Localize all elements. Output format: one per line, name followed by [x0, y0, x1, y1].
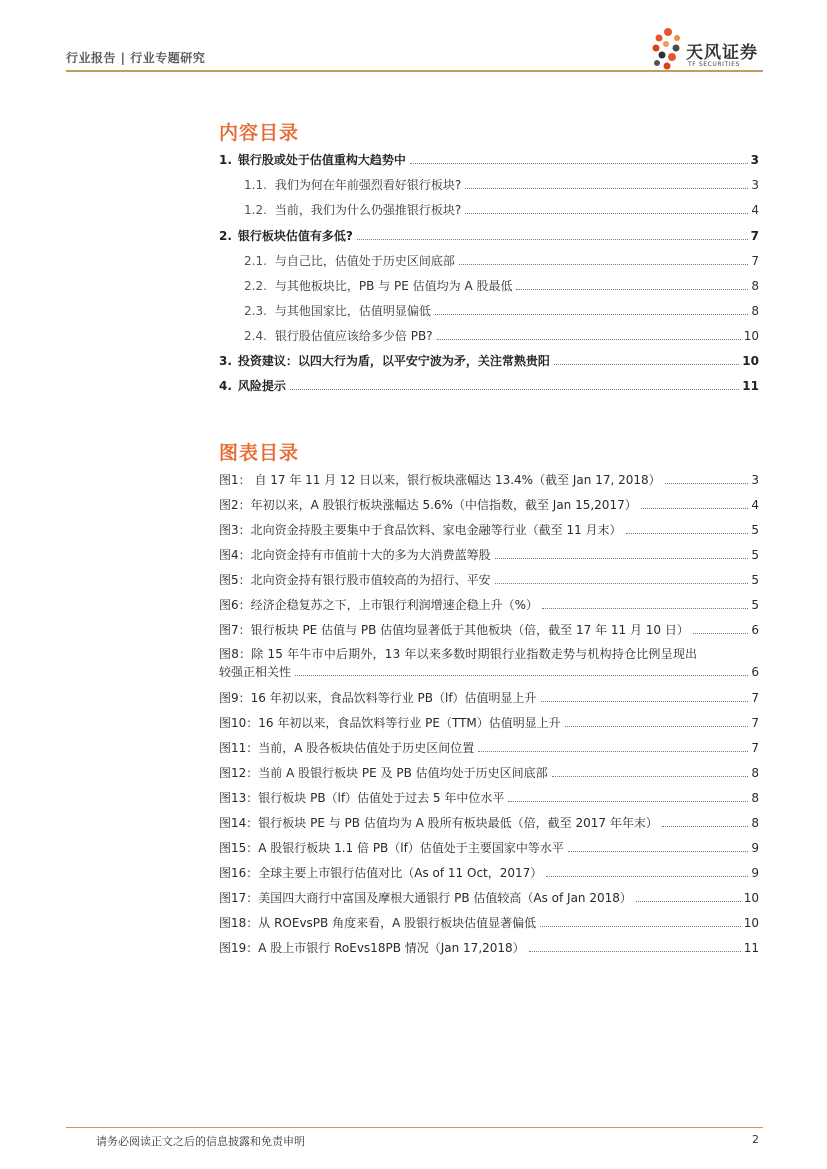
figures-title: 图表目录: [219, 442, 300, 464]
page-number: 2: [752, 1133, 759, 1146]
figure-entry[interactable]: [219, 620, 759, 638]
toc-label: 当前，我们为什么仍强推银行板块?: [274, 203, 462, 217]
toc-entry[interactable]: [219, 351, 759, 369]
toc-page: 7: [751, 254, 759, 268]
leader-dots: [290, 389, 739, 390]
leader-dots: [459, 264, 748, 265]
leader-dots: [295, 675, 748, 676]
toc-label: 银行板块估值有多低?: [237, 229, 353, 243]
toc-number: 2.2.: [244, 279, 267, 293]
leader-dots: [693, 633, 748, 634]
figure-entry[interactable]: [219, 838, 759, 856]
footer-disclaimer: 请务必阅读正文之后的信息披露和免责申明: [96, 1135, 305, 1148]
figure-page: 5: [751, 573, 759, 587]
leader-dots: [478, 751, 748, 752]
leader-dots: [435, 314, 748, 315]
leader-dots: [465, 188, 748, 189]
toc-number: 1.: [219, 153, 232, 167]
leader-dots: [665, 483, 749, 484]
toc-page: 10: [743, 329, 759, 343]
toc-page: 8: [751, 279, 759, 293]
figure-entry[interactable]: [219, 545, 759, 563]
company-logo: [650, 24, 770, 72]
figure-page: 11: [743, 941, 759, 955]
toc-label: 银行股估值应该给多少倍 PB?: [274, 329, 433, 343]
toc-entry[interactable]: [244, 175, 759, 193]
figure-label: 图11：当前，A 股各板块估值处于历史区间位置: [219, 741, 475, 755]
figure-page: 9: [751, 866, 759, 880]
figure-entry[interactable]: [219, 713, 759, 731]
figure-label: 图9：16 年初以来，食品饮料等行业 PB（lf）估值明显上升: [219, 691, 537, 705]
toc-number: 2.3.: [244, 304, 267, 318]
figure-label: 图17：美国四大商行中富国及摩根大通银行 PB 估值较高（As of Jan 2018）: [219, 891, 632, 905]
toc-entry[interactable]: [219, 150, 759, 168]
toc-label: 我们为何在年前强烈看好银行板块?: [274, 178, 462, 192]
toc-entry[interactable]: [244, 301, 759, 319]
figure-page: 8: [751, 816, 759, 830]
figure-page: 10: [743, 891, 759, 905]
figure-entry[interactable]: [219, 763, 759, 781]
figure-label: 图13：银行板块 PB（lf）估值处于过去 5 年中位水平: [219, 791, 505, 805]
figure-label: 图8：除 15 年牛市中后期外，13 年以来多数时期银行业指数走势与机构持仓比例呈现出: [219, 647, 698, 661]
leader-dots: [565, 726, 749, 727]
leader-dots: [516, 289, 748, 290]
figure-entry[interactable]: [219, 470, 759, 488]
leader-dots: [636, 901, 741, 902]
figure-entry[interactable]: [219, 788, 759, 806]
figure-page: 7: [751, 691, 759, 705]
toc-number: 2.4.: [244, 329, 267, 343]
footer-divider: [66, 1127, 763, 1128]
figure-entry[interactable]: [219, 646, 759, 680]
figure-label: 图5：北向资金持有银行股市值较高的为招行、平安: [219, 573, 491, 587]
figure-page: 6: [751, 623, 759, 637]
leader-dots: [357, 239, 748, 240]
figure-label: 图3：北向资金持股主要集中于食品饮料、家电金融等行业（截至 11 月末）: [219, 523, 622, 537]
leader-dots: [541, 701, 749, 702]
figure-entry[interactable]: [219, 688, 759, 706]
logo-flower-icon: [650, 24, 686, 72]
leader-dots: [410, 163, 748, 164]
toc-title: 内容目录: [219, 122, 300, 144]
toc-page: 10: [742, 354, 759, 368]
toc-number: 2.1.: [244, 254, 267, 268]
figure-page: 5: [751, 548, 759, 562]
figure-entry[interactable]: [219, 595, 759, 613]
figure-label: 图12：当前 A 股银行板块 PE 及 PB 估值均处于历史区间底部: [219, 766, 548, 780]
logo-name-en: TF SECURITIES: [688, 61, 740, 68]
leader-dots: [568, 851, 749, 852]
leader-dots: [540, 926, 741, 927]
figure-page: 5: [751, 523, 759, 537]
figure-page: 7: [751, 716, 759, 730]
figure-label: 图19：A 股上市银行 RoEvs18PB 情况（Jan 17,2018）: [219, 941, 525, 955]
figure-entry[interactable]: [219, 913, 759, 931]
figure-label: 图15：A 股银行板块 1.1 倍 PB（lf）估值处于主要国家中等水平: [219, 841, 564, 855]
toc-label: 风险提示: [237, 379, 286, 393]
figure-page: 6: [751, 665, 759, 679]
logo-name-cn: 天风证券: [686, 43, 758, 63]
toc-number: 1.1.: [244, 178, 267, 192]
toc-entry[interactable]: [244, 200, 759, 218]
toc-label: 银行股或处于估值重构大趋势中: [237, 153, 406, 167]
figure-page: 9: [751, 841, 759, 855]
figure-label: 图14：银行板块 PE 与 PB 估值均为 A 股所有板块最低（倍，截至 2017 年年末）: [219, 816, 658, 830]
leader-dots: [546, 876, 748, 877]
toc-page: 11: [742, 379, 759, 393]
toc-page: 4: [751, 203, 759, 217]
toc-entry[interactable]: [244, 276, 759, 294]
toc-number: 4.: [219, 379, 232, 393]
figure-label: 图2：年初以来，A 股银行板块涨幅达 5.6%（中信指数，截至 Jan 15,2017）: [219, 498, 637, 512]
toc-number: 1.2.: [244, 203, 267, 217]
leader-dots: [508, 801, 748, 802]
toc-entry[interactable]: [219, 226, 759, 244]
figure-page: 7: [751, 741, 759, 755]
toc-label: 与自己比，估值处于历史区间底部: [274, 254, 455, 268]
leader-dots: [465, 213, 748, 214]
leader-dots: [529, 951, 741, 952]
figure-page: 4: [751, 498, 759, 512]
toc-number: 3.: [219, 354, 232, 368]
figure-label: 图6：经济企稳复苏之下，上市银行利润增速企稳上升（%）: [219, 598, 539, 612]
figure-entry[interactable]: [219, 938, 759, 956]
leader-dots: [495, 558, 749, 559]
figure-entry[interactable]: [219, 738, 759, 756]
toc-entry[interactable]: [244, 326, 759, 344]
figure-entry[interactable]: [219, 520, 759, 538]
leader-dots: [626, 533, 749, 534]
toc-page: 7: [750, 229, 759, 243]
figure-entry[interactable]: [219, 495, 759, 513]
figure-label: 图4：北向资金持有市值前十大的多为大消费蓝筹股: [219, 548, 491, 562]
report-category: 行业报告 | 行业专题研究: [66, 51, 206, 65]
figure-label: 图1： 自 17 年 11 月 12 日以来，银行板块涨幅达 13.4%（截至 Jan 17, 2018）: [219, 473, 661, 487]
figure-label: 图18：从 ROEvsPB 角度来看，A 股银行板块估值显著偏低: [219, 916, 537, 930]
figure-entry[interactable]: [219, 888, 759, 906]
leader-dots: [542, 608, 748, 609]
figure-page: 8: [751, 766, 759, 780]
figure-label: 图7：银行板块 PE 估值与 PB 估值均显著低于其他板块（倍，截至 17 年 11 月 10 日）: [219, 623, 689, 637]
figure-entry[interactable]: [219, 813, 759, 831]
toc-label: 与其他板块比，PB 与 PE 估值均为 A 股最低: [274, 279, 513, 293]
figure-entry[interactable]: [219, 570, 759, 588]
figure-label-continued: 较强正相关性: [219, 665, 292, 679]
leader-dots: [641, 508, 749, 509]
toc-label: 投资建议：以四大行为盾，以平安宁波为矛，关注常熟贵阳: [237, 354, 550, 368]
toc-page: 3: [751, 178, 759, 192]
leader-dots: [554, 364, 739, 365]
toc-page: 3: [750, 153, 759, 167]
figure-page: 5: [751, 598, 759, 612]
figure-label: 图10：16 年初以来，食品饮料等行业 PE（TTM）估值明显上升: [219, 716, 561, 730]
leader-dots: [662, 826, 749, 827]
toc-number: 2.: [219, 229, 232, 243]
figure-label: 图16：全球主要上市银行估值对比（As of 11 Oct，2017）: [219, 866, 543, 880]
toc-entry[interactable]: [219, 376, 759, 394]
leader-dots: [437, 339, 741, 340]
toc-page: 8: [751, 304, 759, 318]
figure-page: 10: [743, 916, 759, 930]
leader-dots: [495, 583, 749, 584]
toc-label: 与其他国家比，估值明显偏低: [274, 304, 431, 318]
toc-entry[interactable]: [244, 251, 759, 269]
figure-entry[interactable]: [219, 863, 759, 881]
figure-page: 8: [751, 791, 759, 805]
leader-dots: [552, 776, 749, 777]
figure-page: 3: [751, 473, 759, 487]
